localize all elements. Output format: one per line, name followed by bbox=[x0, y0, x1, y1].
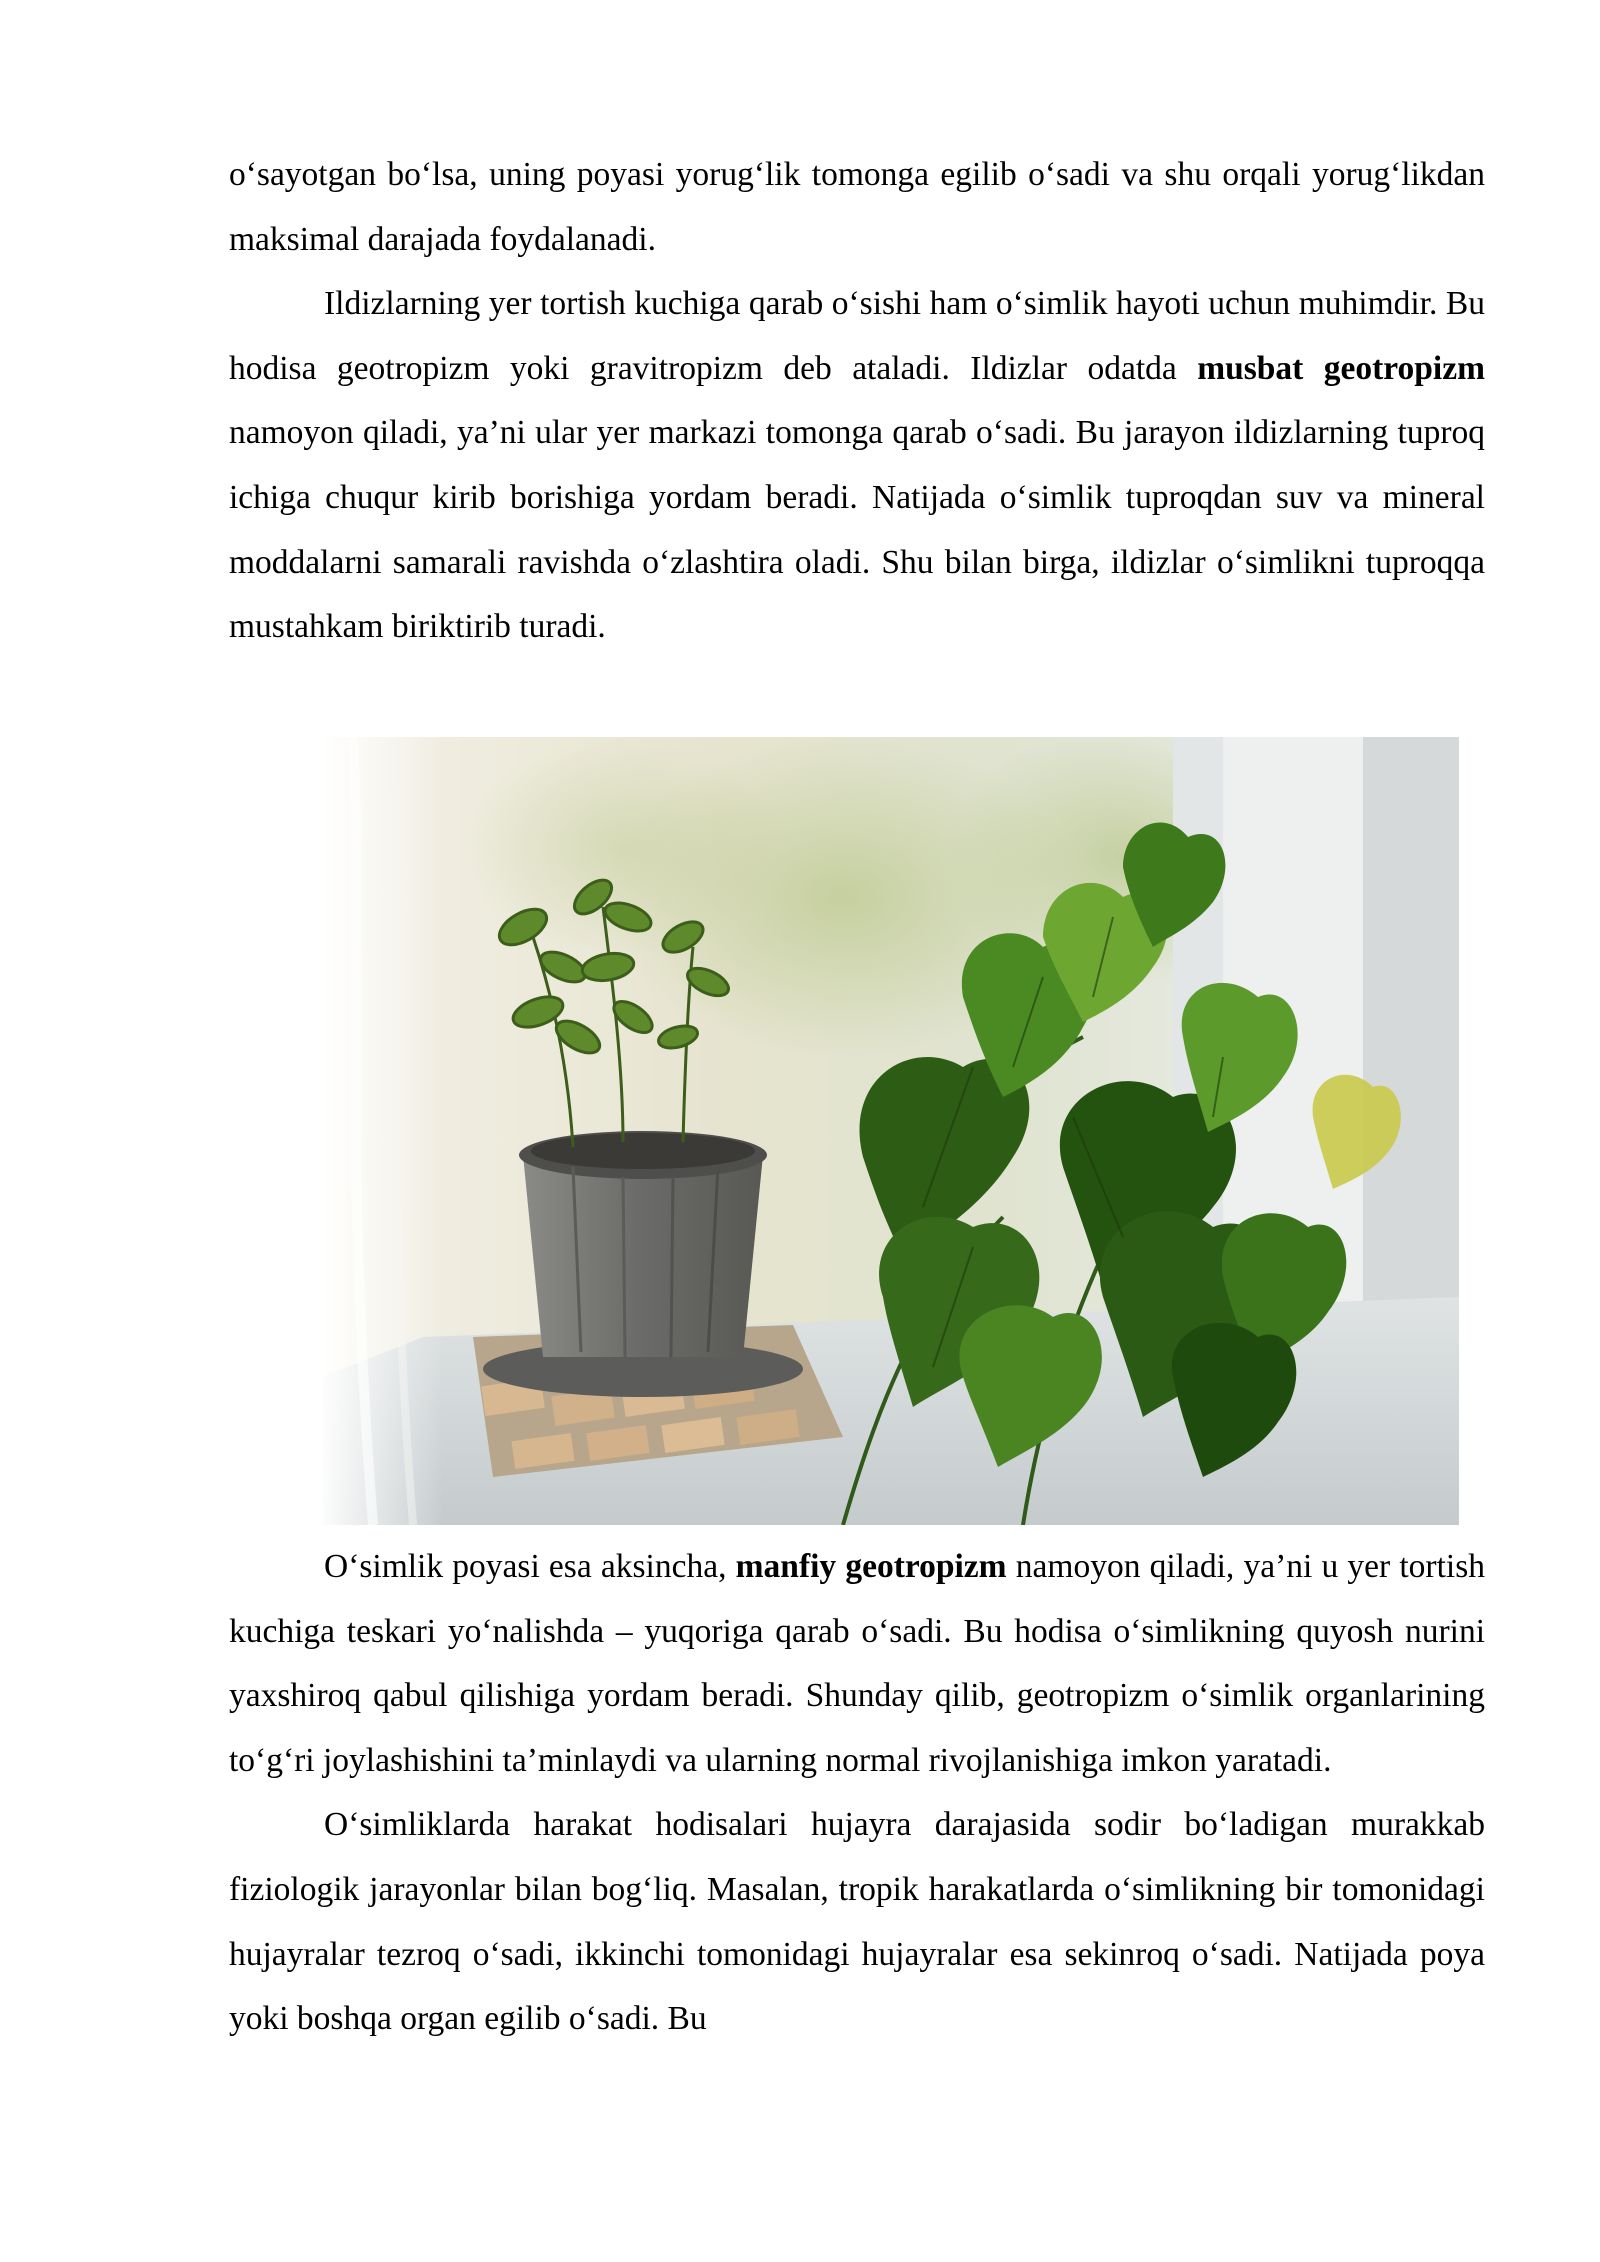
paragraph-geotropism-stem bbox=[229, 1535, 1485, 1793]
paragraph-text-after: namoyon qiladi, ya’ni ular yer markazi tomonga qarab o‘sadi. Bu jarayon ildizlarning tuproq ichiga chuqur kirib borishiga yordam beradi. Natijada o‘simlik tuproqdan suv va mineral moddalarni samarali ravishda o‘zlashtira oladi. Shu bilan birga, ildizlar o‘simlikni tuproqqa mustahkam biriktirib turadi. bbox=[229, 414, 1485, 646]
houseplants-illustration bbox=[323, 737, 1459, 1525]
text-block-bottom bbox=[229, 1535, 1485, 2052]
term-positive-geotropism: musbat geotropizm bbox=[1197, 349, 1485, 387]
paragraph-text: o‘sayotgan bo‘lsa, uning poyasi yorug‘lik tomonga egilib o‘sadi va shu orqali yorug‘likdan maksimal darajada foydalanadi. bbox=[229, 156, 1485, 258]
paragraph-cellular-movement bbox=[229, 1793, 1485, 2051]
paragraph-geotropism-roots bbox=[229, 272, 1485, 660]
curtain bbox=[323, 737, 443, 1525]
text-block-top bbox=[229, 143, 1485, 660]
paragraph-text-before: Ildizlarning yer tortish kuchiga qarab o‘sishi ham o‘simlik hayoti uchun muhimdir. Bu hodisa geotropizm yoki gravitropizm deb ataladi. Ildizlar odatda bbox=[229, 285, 1485, 387]
term-negative-geotropism: manfiy geotropizm bbox=[735, 1548, 1007, 1585]
houseplants-photo bbox=[323, 737, 1459, 1525]
paragraph-text: O‘simliklarda harakat hodisalari hujayra darajasida sodir bo‘ladigan murakkab fiziologik jarayonlar bilan bog‘liq. Masalan, tropik harakatlarda o‘simlikning bir tomonidagi hujayralar tezroq o‘sadi, ikkinchi tomonidagi hujayralar esa sekinroq o‘sadi. Natijada poya yoki boshqa organ egilib o‘sadi. Bu bbox=[229, 1806, 1485, 2038]
paragraph-text-before: O‘simlik poyasi esa aksincha, bbox=[324, 1548, 736, 1585]
paragraph-text-after: namoyon qiladi, ya’ni u yer tortish kuchiga teskari yo‘nalishda – yuqoriga qarab o‘sadi. Bu hodisa o‘simlikning quyosh nurini yaxshiroq qabul qilishiga yordam beradi. Shunday qilib, geotropizm o‘simlik organlarining to‘g‘ri joylashishini ta’minlaydi va ularning normal rivojlanishiga imkon yaratadi. bbox=[229, 1548, 1485, 1779]
paragraph-continuation bbox=[229, 143, 1485, 272]
